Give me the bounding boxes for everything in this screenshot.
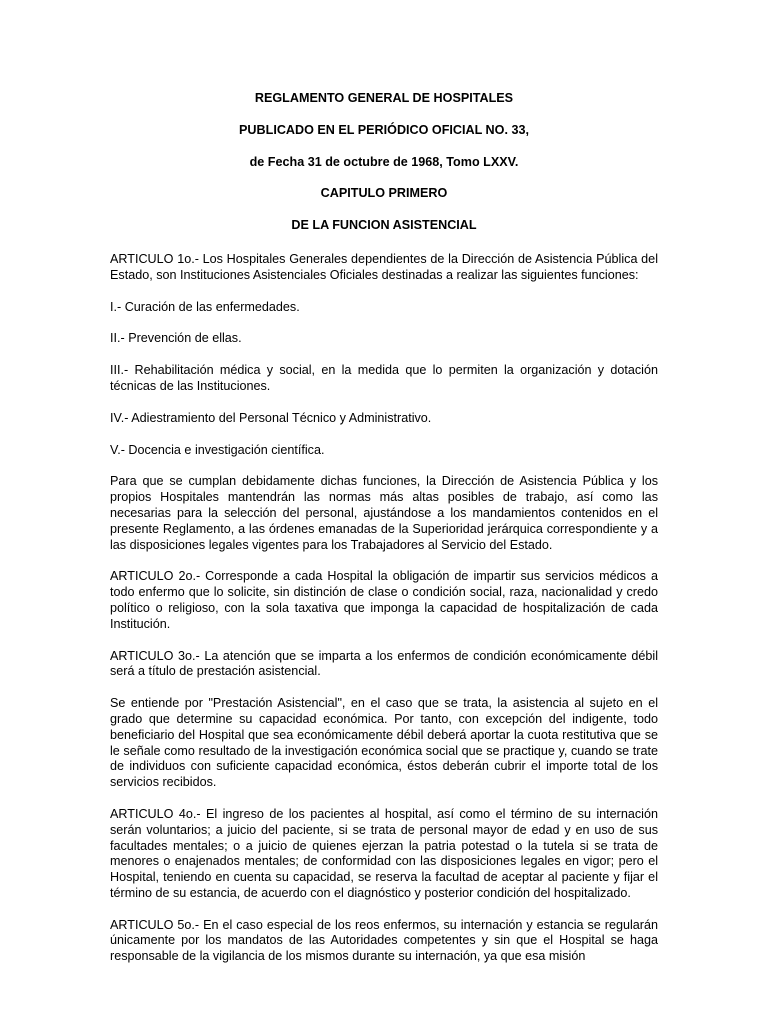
article-5-paragraph: ARTICULO 5o.- En el caso especial de los reos enfermos, su internación y estancia se regularán únicamente por los mandatos de las Autoridades competentes y sin que el Hospital se haga responsable de la vigilancia de los mismos durante su internación, ya que esa misión xyxy=(110,917,658,964)
chapter-subtitle: DE LA FUNCION ASISTENCIAL xyxy=(291,218,477,233)
function-item-2: II.- Prevención de ellas. xyxy=(110,331,242,346)
article-4-paragraph: ARTICULO 4o.- El ingreso de los pacientes al hospital, así como el término de su internación serán voluntarios; a juicio del paciente, si se trata de personal mayor de edad y en uso de sus facultades mentales; o a juicio de quienes ejerzan la patria potestad o la tutela si se trata de menores o enajenados mentales; de conformidad con las disposiciones legales en vigor; pero el Hospital, teniendo en cuenta su capacidad, se reserva la facultad de aceptar al paciente y fijar el término de su estancia, de acuerdo con el diagnóstico y posterior condición del hospitalizado. xyxy=(110,806,658,900)
function-item-1: I.- Curación de las enfermedades. xyxy=(110,299,300,314)
article-3-paragraph: ARTICULO 3o.- La atención que se imparta a los enfermos de condición económicamente débil será a título de prestación asistencial. xyxy=(110,648,658,679)
functions-compliance-paragraph: Para que se cumplan debidamente dichas funciones, la Dirección de Asistencia Pública y los propios Hospitales mantendrán las normas más altas posibles de trabajo, así como las necesarias para la selección del personal, ajustándose a los mandamientos contenidos en el presente Reglamento, a las órdenes emanadas de la Superioridad jerárquica correspondiente y a las disposiciones legales vigentes para los Trabajadores al Servicio del Estado. xyxy=(110,474,658,552)
document-title: REGLAMENTO GENERAL DE HOSPITALES xyxy=(254,91,514,105)
function-item-4: IV.- Adiestramiento del Personal Técnico y Administrativo. xyxy=(110,410,432,425)
publication-line: PUBLICADO EN EL PERIÓDICO OFICIAL NO. 33, xyxy=(239,122,529,137)
article-1-paragraph: ARTICULO 1o.- Los Hospitales Generales dependientes de la Dirección de Asistencia Pública del Estado, son Instituciones Asistenciales Oficiales destinadas a realizar las siguientes funciones: xyxy=(110,251,658,282)
prestacion-asistencial-paragraph: Se entiende por "Prestación Asistencial", en el caso que se trata, la asistencia al sujeto en el grado que determine su capacidad económica. Por tanto, con excepción del indigente, todo beneficiario del Hospital que sea económicamente débil deberá aportar la cuota restitutiva que se le señale como resultado de la investigación económica social que se practique y, cuando se trate de individuos con suficiente capacidad económica, éstos deberán cubrir el importe total de los servicios recibidos. xyxy=(110,696,658,790)
date-line: de Fecha 31 de octubre de 1968, Tomo LXXV. xyxy=(249,154,519,169)
function-item-5: V.- Docencia e investigación científica. xyxy=(110,442,325,457)
function-item-3: III.- Rehabilitación médica y social, en la medida que lo permiten la organización y dotación técnicas de las Instituciones. xyxy=(110,363,658,393)
chapter-title: CAPITULO PRIMERO xyxy=(320,186,448,201)
article-2-paragraph: ARTICULO 2o.- Corresponde a cada Hospital la obligación de impartir sus servicios médicos a todo enfermo que lo solicite, sin distinción de clase o condición social, raza, nacionalidad y credo político o religioso, con la sola taxativa que imponga la capacidad de hospitalización de cada Institución. xyxy=(110,569,658,631)
